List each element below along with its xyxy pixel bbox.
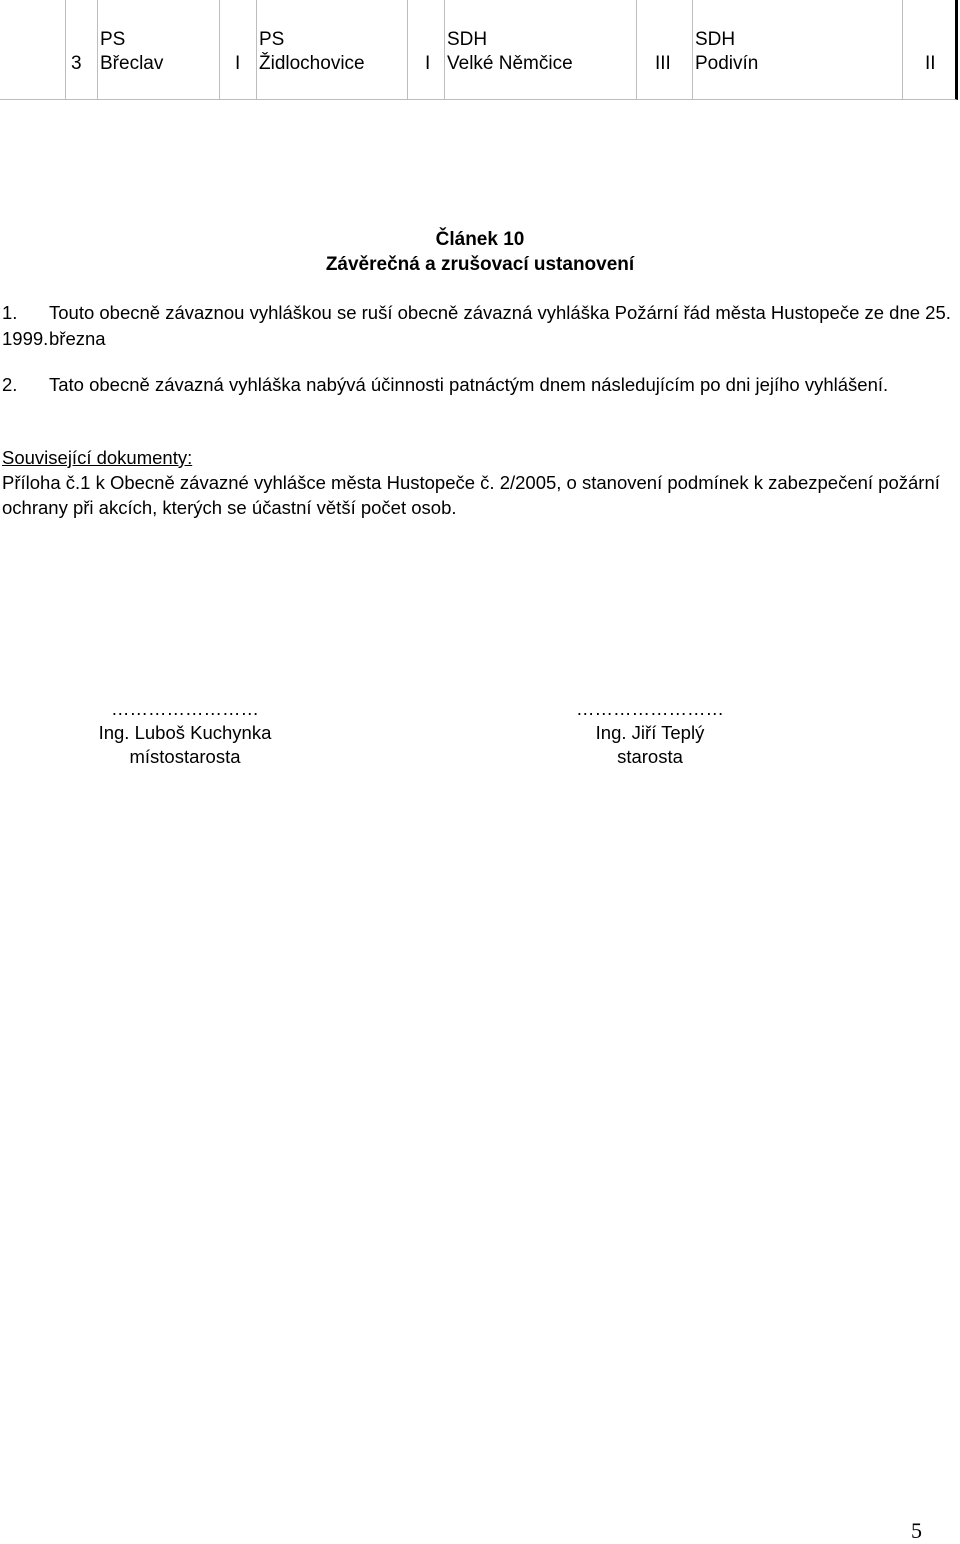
table-cell-unit-name xyxy=(256,0,407,100)
signatory-name: Ing. Luboš Kuchynka xyxy=(98,722,272,743)
unit-type: SDH xyxy=(447,29,488,50)
table-cell-unit-level xyxy=(902,0,955,100)
table-cell-row-number xyxy=(65,0,97,100)
unit-level: II xyxy=(925,53,936,74)
related-documents-text: Příloha č.1 k Obecně závazné vyhlášce města Hustopeče č. 2/2005, o stanovení podmínek k zabezpečení požární ochrany při akcích, kterých se účastní větší počet osob. xyxy=(2,472,940,518)
table-cell-unit-level xyxy=(407,0,444,100)
signature-line: …………………… xyxy=(576,698,724,719)
signature-block-mayor xyxy=(520,697,780,769)
table-cell-unit-name xyxy=(444,0,636,100)
row-number: 3 xyxy=(71,53,82,74)
signatory-name: Ing. Jiří Teplý xyxy=(595,722,705,743)
unit-name: Břeclav xyxy=(100,53,164,74)
paragraph-text: Touto obecně závaznou vyhláškou se ruší obecně závazná vyhláška Požární řád města Hustopeče ze dne 25. března xyxy=(49,302,951,349)
signatory-role: místostarosta xyxy=(129,746,241,767)
fire-units-table-row xyxy=(0,0,958,100)
table-cell-unit-name xyxy=(692,0,902,100)
unit-type: PS xyxy=(259,29,285,50)
paragraph-2 xyxy=(0,372,960,398)
signatory-role: starosta xyxy=(617,746,683,767)
related-documents-title: Související dokumenty: xyxy=(2,447,193,468)
table-cell-unit-level xyxy=(636,0,692,100)
page-number: 5 xyxy=(911,1518,922,1543)
unit-type: SDH xyxy=(695,29,736,50)
unit-name: Podivín xyxy=(695,53,759,74)
unit-level: I xyxy=(425,53,431,74)
paragraph-continuation: 1999. xyxy=(2,328,49,349)
unit-type: PS xyxy=(100,29,126,50)
article-title: Závěrečná a zrušovací ustanovení xyxy=(325,254,635,275)
article-number: Článek 10 xyxy=(435,229,525,250)
unit-name: Židlochovice xyxy=(259,53,365,74)
table-cell-unit-level xyxy=(219,0,256,100)
signature-block-deputy-mayor xyxy=(55,697,315,769)
unit-name: Velké Němčice xyxy=(447,53,573,74)
table-cell-unit-name xyxy=(97,0,219,100)
paragraph-1 xyxy=(0,300,960,352)
unit-level: I xyxy=(235,53,241,74)
paragraph-text: Tato obecně závazná vyhláška nabývá účinnosti patnáctým dnem následujícím po dni jejího vyhlášení. xyxy=(49,374,889,395)
signature-line: …………………… xyxy=(111,698,259,719)
paragraph-number: 2. xyxy=(2,374,18,395)
unit-level: III xyxy=(655,53,671,74)
paragraph-number: 1. xyxy=(2,302,18,323)
